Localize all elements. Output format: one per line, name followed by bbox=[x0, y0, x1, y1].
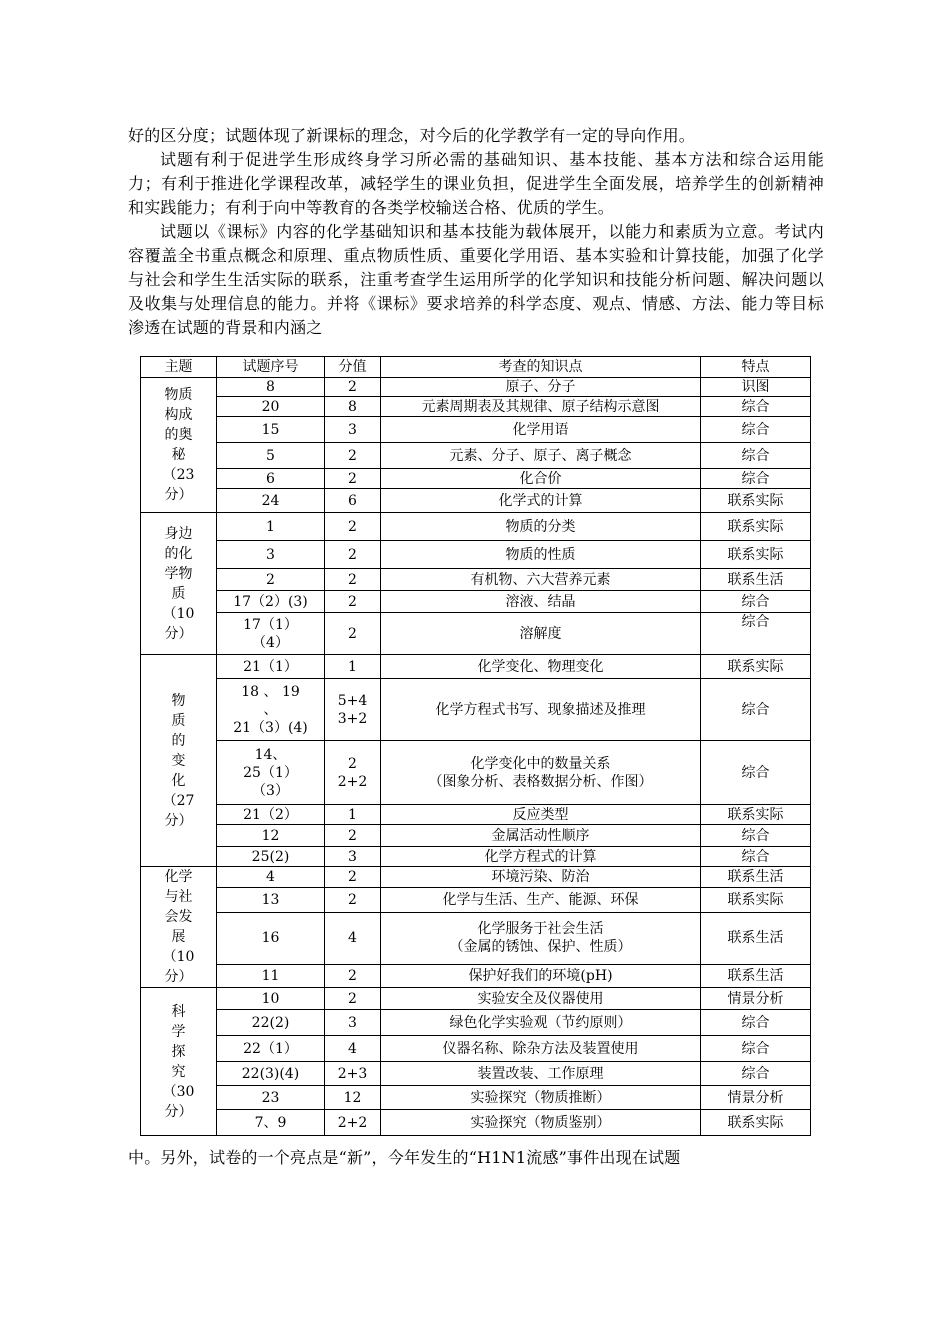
table-header-cell: 分值 bbox=[325, 357, 381, 378]
question-number-cell-line: 5 bbox=[266, 447, 275, 464]
table-row bbox=[141, 655, 811, 679]
knowledge-point-cell bbox=[381, 397, 701, 417]
feature-cell: 联系实际 bbox=[701, 1110, 811, 1136]
feature-cell: 联系实际 bbox=[701, 541, 811, 569]
question-number-cell-line: 21（2） bbox=[243, 806, 298, 823]
score-cell-line: 2+2 bbox=[337, 773, 368, 790]
feature-cell: 识图 bbox=[701, 378, 811, 397]
question-number-cell-line: （4） bbox=[252, 634, 289, 651]
knowledge-point-cell-line: 原子、分子 bbox=[505, 379, 576, 395]
score-cell bbox=[325, 417, 381, 443]
knowledge-point-cell bbox=[381, 541, 701, 569]
score-cell bbox=[325, 965, 381, 988]
question-number-cell bbox=[217, 443, 325, 469]
question-number-cell-line: 6 bbox=[266, 470, 275, 487]
score-cell bbox=[325, 541, 381, 569]
question-number-cell bbox=[217, 397, 325, 417]
knowledge-point-cell-line: 物质的性质 bbox=[505, 546, 576, 563]
score-cell-line: 2 bbox=[348, 968, 357, 985]
table-row bbox=[141, 1086, 811, 1110]
question-number-cell bbox=[217, 887, 325, 912]
score-cell bbox=[325, 887, 381, 912]
question-number-cell-line: 25(2) bbox=[251, 848, 290, 865]
table-header-row bbox=[141, 357, 811, 378]
score-cell-line: 2 bbox=[348, 379, 357, 395]
knowledge-point-cell bbox=[381, 1036, 701, 1062]
feature-cell: 综合 bbox=[701, 679, 811, 741]
question-number-cell-line: 1 bbox=[266, 518, 275, 535]
theme-line: 学物 bbox=[164, 565, 193, 582]
feature-cell: 情景分析 bbox=[701, 1086, 811, 1110]
knowledge-point-cell-line: 绿色化学实验观（节约原则） bbox=[449, 1014, 632, 1031]
score-cell bbox=[325, 613, 381, 655]
question-number-cell-line: 22（1） bbox=[243, 1040, 298, 1057]
table-row bbox=[141, 378, 811, 397]
knowledge-point-cell bbox=[381, 988, 701, 1010]
theme-line: （10 bbox=[162, 949, 195, 965]
knowledge-point-cell bbox=[381, 489, 701, 513]
score-cell bbox=[325, 378, 381, 397]
question-number-cell bbox=[217, 1036, 325, 1062]
table-row bbox=[141, 513, 811, 541]
theme-line: 究 bbox=[171, 1063, 186, 1080]
paragraph-1: 好的区分度；试题体现了新课标的理念，对今后的化学教学有一定的导向作用。 bbox=[128, 126, 696, 145]
feature-cell: 综合 bbox=[701, 443, 811, 469]
feature-cell: 联系生活 bbox=[701, 912, 811, 964]
knowledge-point-cell-line: 溶液、结晶 bbox=[505, 593, 576, 610]
question-number-cell-line: （3） bbox=[252, 782, 289, 799]
theme-line: 构成 bbox=[164, 407, 193, 423]
question-number-cell bbox=[217, 912, 325, 964]
knowledge-point-cell-line: 金属活动性顺序 bbox=[491, 827, 590, 844]
knowledge-point-cell-line: （金属的锈蚀、保护、性质） bbox=[449, 939, 632, 956]
knowledge-point-cell-line: 仪器名称、除杂方法及装置使用 bbox=[442, 1040, 639, 1057]
theme-line: 质 bbox=[171, 585, 186, 602]
knowledge-point-cell bbox=[381, 378, 701, 397]
question-number-cell bbox=[217, 469, 325, 489]
question-number-cell bbox=[217, 613, 325, 655]
paragraph-2: 试题有利于促进学生形成终身学习所必需的基础知识、基本技能、基本方法和综合运用能力；有利于推进化学课程改革，减轻学生的课业负担，促进学生全面发展，培养学生的创新精神和实践能力；有利于向中等教育的各类学校输送合格、优质的学生。 bbox=[128, 150, 824, 217]
score-cell-line: 3 bbox=[348, 1014, 357, 1031]
theme-line: 的化 bbox=[164, 545, 193, 562]
feature-cell: 情景分析 bbox=[701, 988, 811, 1010]
document-page bbox=[128, 124, 824, 1170]
knowledge-point-cell bbox=[381, 847, 701, 867]
feature-cell: 综合 bbox=[701, 1036, 811, 1062]
table-row bbox=[141, 1010, 811, 1036]
knowledge-point-cell-line: 化学方程式的计算 bbox=[484, 848, 597, 865]
theme-cell bbox=[141, 655, 217, 867]
score-cell-line: 2 bbox=[348, 868, 357, 885]
table-row bbox=[141, 867, 811, 888]
feature-cell: 联系实际 bbox=[701, 513, 811, 541]
knowledge-point-cell-line: 化学变化中的数量关系 bbox=[470, 755, 611, 772]
score-cell bbox=[325, 489, 381, 513]
knowledge-point-cell bbox=[381, 443, 701, 469]
feature-cell: 综合 bbox=[701, 417, 811, 443]
table-row bbox=[141, 679, 811, 741]
knowledge-point-cell-line: 元素、分子、原子、离子概念 bbox=[449, 447, 632, 464]
table-header-cell: 主题 bbox=[141, 357, 217, 378]
score-cell bbox=[325, 397, 381, 417]
table-row bbox=[141, 1062, 811, 1086]
knowledge-point-cell bbox=[381, 1086, 701, 1110]
feature-cell: 综合 bbox=[701, 591, 811, 613]
question-number-cell-line: 22(2) bbox=[251, 1014, 290, 1031]
question-number-cell-line: 21（1） bbox=[243, 658, 298, 675]
score-cell-line: 2 bbox=[348, 625, 357, 642]
feature-cell: 综合 bbox=[701, 847, 811, 867]
knowledge-point-cell-line: 实验探究（物质鉴别） bbox=[470, 1114, 611, 1131]
feature-cell: 综合 bbox=[701, 1010, 811, 1036]
score-cell-line: 2 bbox=[348, 827, 357, 844]
question-number-cell-line: 2 bbox=[266, 571, 275, 588]
theme-cell bbox=[141, 867, 217, 988]
question-number-cell-line: 、 bbox=[263, 701, 278, 718]
question-number-cell bbox=[217, 988, 325, 1010]
question-number-cell-line: 4 bbox=[266, 868, 275, 885]
question-number-cell bbox=[217, 825, 325, 847]
knowledge-point-cell bbox=[381, 741, 701, 805]
score-cell bbox=[325, 513, 381, 541]
knowledge-point-cell bbox=[381, 569, 701, 591]
knowledge-point-cell-line: 实验安全及仪器使用 bbox=[477, 990, 604, 1007]
question-number-cell bbox=[217, 1110, 325, 1136]
theme-line: 变 bbox=[171, 752, 186, 769]
score-cell-line: 2 bbox=[348, 447, 357, 464]
knowledge-point-cell-line: 物质的分类 bbox=[505, 518, 576, 535]
knowledge-point-cell-line: 化学式的计算 bbox=[498, 492, 583, 509]
table-row bbox=[141, 912, 811, 964]
theme-cell bbox=[141, 513, 217, 655]
question-number-cell bbox=[217, 417, 325, 443]
question-number-cell-line: 8 bbox=[266, 379, 275, 395]
feature-cell: 综合 bbox=[701, 1062, 811, 1086]
knowledge-point-cell-line: 化学与生活、生产、能源、环保 bbox=[442, 891, 639, 908]
table-body bbox=[141, 378, 811, 1136]
table-row bbox=[141, 805, 811, 825]
question-number-cell-line: 11 bbox=[261, 968, 280, 985]
theme-line: 身边 bbox=[164, 525, 193, 542]
score-cell bbox=[325, 1062, 381, 1086]
table-row bbox=[141, 443, 811, 469]
table-header-cell: 试题序号 bbox=[217, 357, 325, 378]
score-cell-line: 1 bbox=[348, 658, 357, 675]
question-number-cell bbox=[217, 847, 325, 867]
question-number-cell-line: 20 bbox=[261, 398, 280, 415]
knowledge-point-cell-line: 保护好我们的环境(pH) bbox=[468, 968, 613, 985]
theme-line: 与社 bbox=[164, 889, 193, 905]
knowledge-point-cell-line: 反应类型 bbox=[512, 806, 569, 823]
table-header-cell: 考查的知识点 bbox=[381, 357, 701, 378]
feature-cell: 联系实际 bbox=[701, 805, 811, 825]
question-number-cell bbox=[217, 569, 325, 591]
knowledge-point-cell bbox=[381, 469, 701, 489]
score-cell-line: 2 bbox=[348, 593, 357, 610]
score-cell bbox=[325, 591, 381, 613]
knowledge-point-cell bbox=[381, 1110, 701, 1136]
table-header-cell: 特点 bbox=[701, 357, 811, 378]
theme-line: 分） bbox=[164, 969, 193, 985]
question-number-cell bbox=[217, 591, 325, 613]
table-row bbox=[141, 469, 811, 489]
question-number-cell bbox=[217, 1010, 325, 1036]
table-row bbox=[141, 397, 811, 417]
knowledge-point-cell-line: 化学方程式书写、现象描述及推理 bbox=[435, 701, 646, 718]
table-row bbox=[141, 847, 811, 867]
feature-cell: 综合 bbox=[701, 741, 811, 805]
score-cell-line: 4 bbox=[348, 1040, 357, 1057]
table-row bbox=[141, 988, 811, 1010]
table-row bbox=[141, 417, 811, 443]
question-number-cell-line: 25（1） bbox=[243, 764, 298, 781]
paragraph-3: 试题以《课标》内容的化学基础知识和基本技能为载体展开，以能力和素质为立意。考试内容覆盖全书重点概念和原理、重点物质性质、重要化学用语、基本实验和计算技能，加强了化学与社会和学生生活实际的联系，注重考查学生运用所学的化学知识和技能分析问题、解决问题以及收集与处理信息的能力。并将《课标》要求培养的科学态度、观点、情感、方法、能力等目标渗透在试题的背景和内涵之 bbox=[128, 222, 824, 337]
knowledge-point-cell-line: 化学用语 bbox=[512, 421, 569, 438]
question-number-cell bbox=[217, 867, 325, 888]
question-number-cell-line: 21（3）(4) bbox=[233, 719, 308, 736]
theme-line: （10 bbox=[162, 605, 195, 622]
feature-cell: 联系实际 bbox=[701, 887, 811, 912]
feature-cell: 联系实际 bbox=[701, 489, 811, 513]
theme-line: 化学 bbox=[164, 869, 193, 885]
question-number-cell-line: 14、 bbox=[254, 746, 287, 763]
question-number-cell bbox=[217, 655, 325, 679]
score-cell bbox=[325, 569, 381, 591]
score-cell-line: 2 bbox=[348, 470, 357, 487]
theme-line: 秘 bbox=[171, 447, 186, 463]
score-cell-line: 1 bbox=[348, 806, 357, 823]
table-row bbox=[141, 825, 811, 847]
score-cell bbox=[325, 443, 381, 469]
question-number-cell-line: 18 、 19 bbox=[241, 683, 300, 700]
question-number-cell-line: 17（1） bbox=[243, 616, 298, 633]
theme-line: （23 bbox=[162, 467, 195, 483]
knowledge-point-cell-line: 化学服务于社会生活 bbox=[477, 921, 604, 938]
knowledge-point-cell bbox=[381, 912, 701, 964]
theme-line: （27 bbox=[162, 792, 195, 809]
question-number-cell-line: 24 bbox=[261, 492, 280, 509]
knowledge-point-cell bbox=[381, 655, 701, 679]
theme-line: 分） bbox=[164, 625, 193, 642]
score-cell bbox=[325, 679, 381, 741]
question-number-cell-line: 10 bbox=[261, 990, 280, 1007]
feature-cell: 综合 bbox=[701, 613, 811, 655]
feature-cell: 联系生活 bbox=[701, 569, 811, 591]
score-cell-line: 2 bbox=[348, 518, 357, 535]
score-cell bbox=[325, 469, 381, 489]
feature-cell: 综合 bbox=[701, 825, 811, 847]
table-row bbox=[141, 741, 811, 805]
score-cell bbox=[325, 1036, 381, 1062]
score-cell bbox=[325, 988, 381, 1010]
knowledge-point-cell-line: 溶解度 bbox=[519, 625, 562, 642]
theme-line: 的奥 bbox=[164, 427, 193, 443]
score-cell-line: 2 bbox=[348, 990, 357, 1007]
feature-cell: 联系实际 bbox=[701, 655, 811, 679]
question-number-cell bbox=[217, 1062, 325, 1086]
table-row bbox=[141, 1036, 811, 1062]
knowledge-point-cell bbox=[381, 887, 701, 912]
knowledge-point-cell bbox=[381, 513, 701, 541]
theme-line: 化 bbox=[171, 772, 186, 789]
theme-cell bbox=[141, 378, 217, 513]
knowledge-point-cell-line: 元素周期表及其规律、原子结构示意图 bbox=[421, 398, 660, 415]
table-row bbox=[141, 1110, 811, 1136]
knowledge-point-cell-line: 装置改装、工作原理 bbox=[477, 1065, 604, 1082]
score-cell bbox=[325, 1110, 381, 1136]
score-cell bbox=[325, 655, 381, 679]
score-cell bbox=[325, 805, 381, 825]
knowledge-point-cell bbox=[381, 1010, 701, 1036]
question-number-cell bbox=[217, 378, 325, 397]
feature-cell: 综合 bbox=[701, 397, 811, 417]
question-number-cell-line: 16 bbox=[261, 930, 280, 947]
knowledge-point-cell-line: 有机物、六大营养元素 bbox=[470, 571, 611, 588]
score-cell-line: 2+2 bbox=[337, 1114, 368, 1131]
score-cell-line: 4 bbox=[348, 930, 357, 947]
question-number-cell bbox=[217, 965, 325, 988]
question-number-cell bbox=[217, 541, 325, 569]
score-cell-line: 3 bbox=[348, 421, 357, 438]
score-cell-line: 2 bbox=[348, 571, 357, 588]
theme-line: 展 bbox=[171, 929, 186, 945]
knowledge-point-cell-line: 化合价 bbox=[519, 470, 562, 487]
score-cell-line: 2 bbox=[348, 891, 357, 908]
question-number-cell-line: 12 bbox=[261, 827, 280, 844]
theme-line: （30 bbox=[162, 1083, 195, 1100]
theme-line: 的 bbox=[171, 732, 186, 749]
knowledge-point-cell-line: 环境污染、防治 bbox=[491, 868, 590, 885]
score-cell bbox=[325, 1086, 381, 1110]
question-number-cell bbox=[217, 741, 325, 805]
score-cell bbox=[325, 912, 381, 964]
question-number-cell bbox=[217, 1086, 325, 1110]
theme-line: 质 bbox=[171, 712, 186, 729]
question-number-cell-line: 22(3)(4) bbox=[241, 1065, 300, 1082]
score-cell bbox=[325, 847, 381, 867]
table-row bbox=[141, 965, 811, 988]
theme-line: 分） bbox=[164, 487, 193, 503]
knowledge-point-cell-line: （图象分析、表格数据分析、作图） bbox=[428, 773, 653, 790]
theme-line: 科 bbox=[171, 1003, 186, 1020]
theme-line: 分） bbox=[164, 1103, 193, 1120]
theme-line: 学 bbox=[171, 1023, 186, 1040]
score-cell bbox=[325, 741, 381, 805]
feature-cell: 联系生活 bbox=[701, 965, 811, 988]
question-number-cell bbox=[217, 679, 325, 741]
feature-cell: 联系生活 bbox=[701, 867, 811, 888]
score-cell bbox=[325, 1010, 381, 1036]
knowledge-point-cell bbox=[381, 417, 701, 443]
question-number-cell bbox=[217, 805, 325, 825]
theme-cell bbox=[141, 988, 217, 1136]
theme-line: 分） bbox=[164, 812, 193, 829]
paragraph-4: 中。另外，试卷的一个亮点是“新”，今年发生的“H1N1流感”事件出现在试题 bbox=[128, 1148, 681, 1167]
feature-cell: 综合 bbox=[701, 469, 811, 489]
knowledge-point-cell bbox=[381, 867, 701, 888]
table-row bbox=[141, 489, 811, 513]
table-row bbox=[141, 591, 811, 613]
question-number-cell-line: 23 bbox=[261, 1089, 280, 1106]
score-cell-line: 2 bbox=[348, 755, 357, 772]
knowledge-point-cell bbox=[381, 1062, 701, 1086]
knowledge-point-cell bbox=[381, 965, 701, 988]
question-number-cell-line: 17（2）(3) bbox=[233, 593, 308, 610]
question-number-cell-line: 15 bbox=[261, 421, 280, 438]
knowledge-point-cell bbox=[381, 805, 701, 825]
theme-line: 会发 bbox=[164, 909, 193, 925]
question-number-cell bbox=[217, 513, 325, 541]
knowledge-point-cell-line: 实验探究（物质推断） bbox=[470, 1089, 611, 1106]
score-cell bbox=[325, 825, 381, 847]
score-cell bbox=[325, 867, 381, 888]
knowledge-table bbox=[140, 356, 811, 1136]
score-cell-line: 3 bbox=[348, 848, 357, 865]
table-row bbox=[141, 613, 811, 655]
score-cell-line: 8 bbox=[348, 398, 357, 415]
theme-line: 探 bbox=[171, 1043, 186, 1060]
table-row bbox=[141, 887, 811, 912]
question-number-cell-line: 13 bbox=[261, 891, 280, 908]
question-number-cell-line: 3 bbox=[266, 546, 275, 563]
table-row bbox=[141, 569, 811, 591]
knowledge-point-cell bbox=[381, 825, 701, 847]
knowledge-point-cell-line: 化学变化、物理变化 bbox=[477, 658, 604, 675]
knowledge-point-cell bbox=[381, 613, 701, 655]
question-number-cell-line: 7、9 bbox=[254, 1114, 287, 1131]
score-cell-line: 2 bbox=[348, 546, 357, 563]
score-cell-line: 5+4 bbox=[337, 692, 368, 709]
score-cell-line: 3+2 bbox=[337, 710, 368, 727]
question-number-cell bbox=[217, 489, 325, 513]
knowledge-point-cell bbox=[381, 591, 701, 613]
score-cell-line: 2+3 bbox=[337, 1065, 368, 1082]
theme-line: 物质 bbox=[164, 387, 193, 403]
score-cell-line: 12 bbox=[343, 1089, 362, 1106]
knowledge-point-cell bbox=[381, 679, 701, 741]
theme-line: 物 bbox=[171, 692, 186, 709]
table-row bbox=[141, 541, 811, 569]
score-cell-line: 6 bbox=[348, 492, 357, 509]
